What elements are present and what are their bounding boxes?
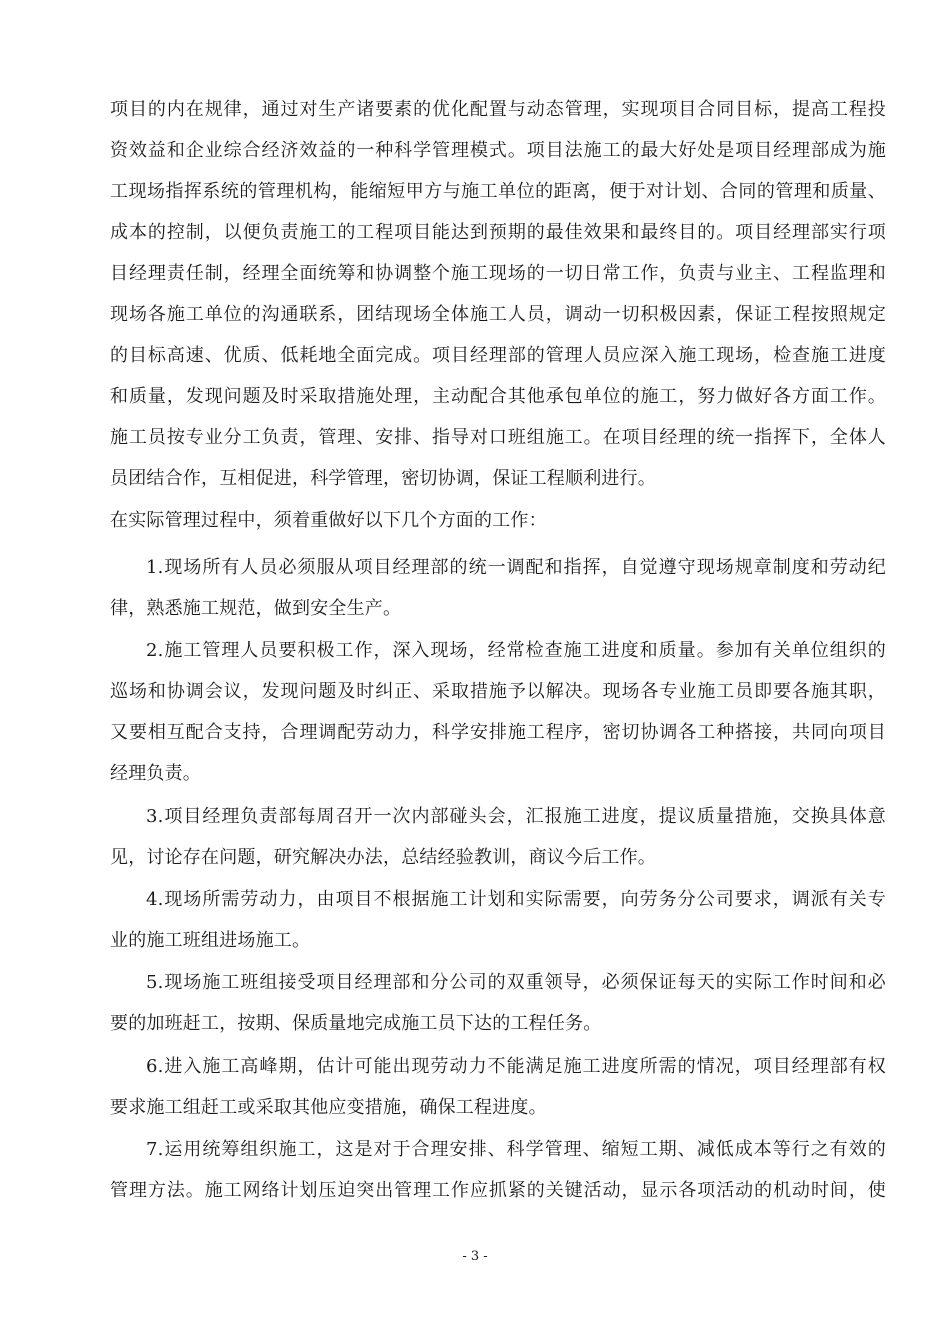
text-line: 管理方法。施工网络计划压迫突出管理工作应抓紧的关键活动，显示各项活动的机动时间，使 (110, 1180, 886, 1201)
text-line: 巡场和协调会议，发现问题及时纠正、采取措施予以解决。现场各专业施工员即要各施其职， (110, 681, 886, 702)
text-line: 经理负责。 (110, 763, 201, 784)
text-line: 又要相互配合支持，合理调配劳动力，科学安排施工程序，密切协调各工种搭接，共同向项目 (110, 722, 886, 743)
text-line: 6.进入施工高峰期，估计可能出现劳动力不能满足施工进度所需的情况，项目经理部有权 (146, 1056, 886, 1077)
text-line: 的目标高速、优质、低耗地全面完成。项目经理部的管理人员应深入施工现场，检查施工进度 (110, 345, 886, 366)
page-number: - 3 - (462, 1249, 488, 1264)
text-line: 要的加班赶工，按期、保质量地完成施工员下达的工程任务。 (110, 1013, 602, 1034)
text-line: 律，熟悉施工规范，做到安全生产。 (110, 598, 402, 619)
text-line: 见，讨论存在问题，研究解决办法，总结经验教训，商议今后工作。 (110, 847, 656, 868)
text-line: 业的施工班组进场施工。 (110, 930, 311, 951)
text-line: 5.现场施工班组接受项目经理部和分公司的双重领导，必须保证每天的实际工作时间和必 (146, 972, 886, 993)
text-line: 3.项目经理负责部每周召开一次内部碰头会，汇报施工进度，提议质量措施，交换具体意 (146, 806, 886, 827)
text-line: 成本的控制，以便负责施工的工程项目能达到预期的最佳效果和最终目的。项目经理部实行项 (110, 222, 886, 243)
text-line: 资效益和企业综合经济效益的一种科学管理模式。项目法施工的最大好处是项目经理部成为施 (110, 140, 886, 161)
text-line: 1.现场所有人员必须服从项目经理部的统一调配和指挥，自觉遵守现场规章制度和劳动纪 (146, 557, 886, 578)
text-line: 现场各施工单位的沟通联系，团结现场全体施工人员，调动一切积极因素，保证工程按照规定 (110, 304, 886, 325)
text-line: 和质量，发现问题及时采取措施处理，主动配合其他承包单位的施工，努力做好各方面工作。 (110, 386, 886, 407)
text-line: 2.施工管理人员要积极工作，深入现场，经常检查施工进度和质量。参加有关单位组织的 (146, 640, 886, 661)
text-line: 员团结合作，互相促进，科学管理，密切协调，保证工程顺利进行。 (110, 468, 656, 489)
text-line: 施工员按专业分工负责，管理、安排、指导对口班组施工。在项目经理的统一指挥下，全体人 (110, 427, 886, 448)
text-line: 在实际管理过程中，须着重做好以下几个方面的工作： (110, 510, 547, 531)
text-line: 要求施工组赶工或采取其他应变措施，确保工程进度。 (110, 1097, 547, 1118)
text-line: 7.运用统筹组织施工，这是对于合理安排、科学管理、缩短工期、减低成本等行之有效的 (146, 1139, 886, 1160)
text-line: 4.现场所需劳动力，由项目不根据施工计划和实际需要，向劳务分公司要求，调派有关专 (146, 889, 886, 910)
text-line: 目经理责任制，经理全面统筹和协调整个施工现场的一切日常工作，负责与业主、工程监理和 (110, 263, 886, 284)
text-line: 项目的内在规律，通过对生产诸要素的优化配置与动态管理，实现项目合同目标，提高工程投 (110, 99, 886, 120)
text-line: 工现场指挥系统的管理机构，能缩短甲方与施工单位的距离，便于对计划、合同的管理和质量、 (110, 181, 886, 202)
